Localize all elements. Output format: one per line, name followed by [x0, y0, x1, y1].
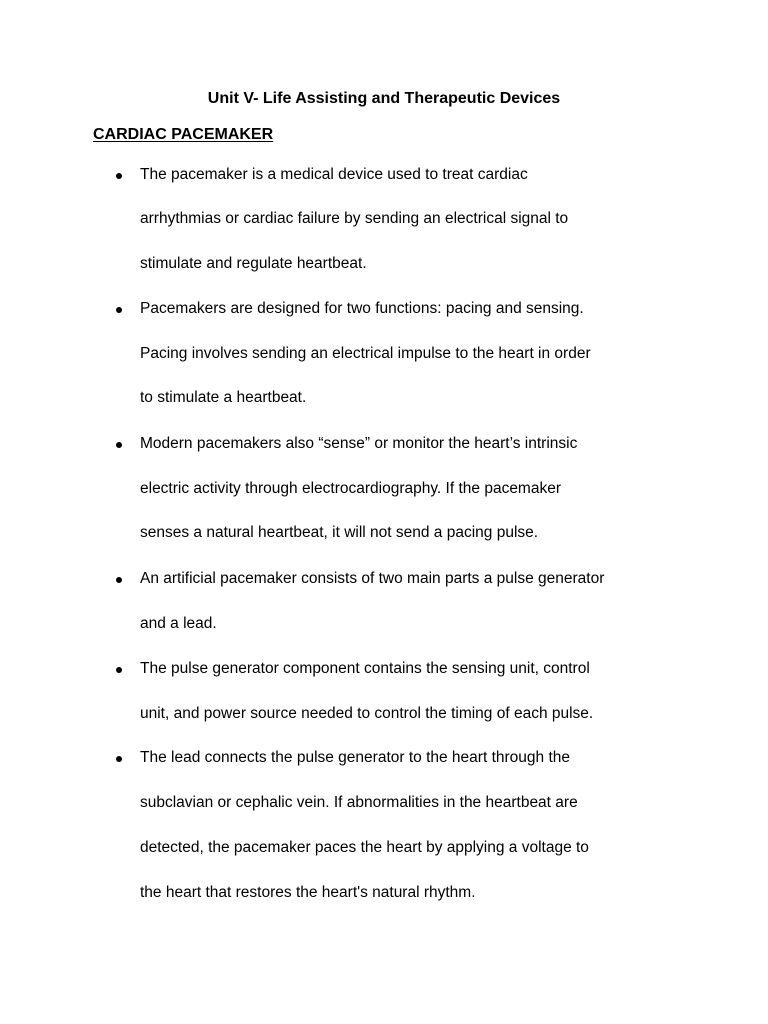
section-heading: CARDIAC PACEMAKER	[93, 126, 274, 143]
bullet-text-line: to stimulate a heartbeat.	[140, 389, 307, 406]
bullet-text-line: senses a natural heartbeat, it will not send a pacing pulse.	[140, 524, 539, 541]
bullet-text-line: and a lead.	[140, 615, 217, 632]
bullet-text-line: The lead connects the pulse generator to the heart through the	[140, 749, 570, 766]
bullet-dot-icon	[116, 667, 122, 673]
bullet-text-line: The pacemaker is a medical device used to treat cardiac	[140, 166, 528, 183]
bullet-dot-icon	[116, 307, 122, 313]
page-title: Unit V- Life Assisting and Therapeutic Devices	[207, 90, 561, 107]
bullet-text-line: stimulate and regulate heartbeat.	[140, 255, 367, 272]
bullet-dot-icon	[116, 577, 122, 583]
bullet-text-line: detected, the pacemaker paces the heart by applying a voltage to	[140, 839, 589, 856]
bullet-text-line: Modern pacemakers also “sense” or monitor the heart’s intrinsic	[140, 435, 578, 452]
bullet-dot-icon	[116, 173, 122, 179]
bullet-text-line: Pacing involves sending an electrical impulse to the heart in order	[140, 345, 591, 362]
bullet-text-line: arrhythmias or cardiac failure by sending an electrical signal to	[140, 210, 569, 227]
bullet-dot-icon	[116, 756, 122, 762]
bullet-text-line: electric activity through electrocardiography. If the pacemaker	[140, 480, 561, 497]
bullet-text-line: Pacemakers are designed for two functions: pacing and sensing.	[140, 300, 584, 317]
bullet-text-line: the heart that restores the heart's natural rhythm.	[140, 884, 476, 901]
bullet-text-line: The pulse generator component contains the sensing unit, control	[140, 660, 590, 677]
bullet-dot-icon	[116, 442, 122, 448]
bullet-text-line: subclavian or cephalic vein. If abnormalities in the heartbeat are	[140, 794, 578, 811]
bullet-text-line: unit, and power source needed to control the timing of each pulse.	[140, 705, 594, 722]
bullet-text-line: An artificial pacemaker consists of two main parts a pulse generator	[140, 570, 605, 587]
